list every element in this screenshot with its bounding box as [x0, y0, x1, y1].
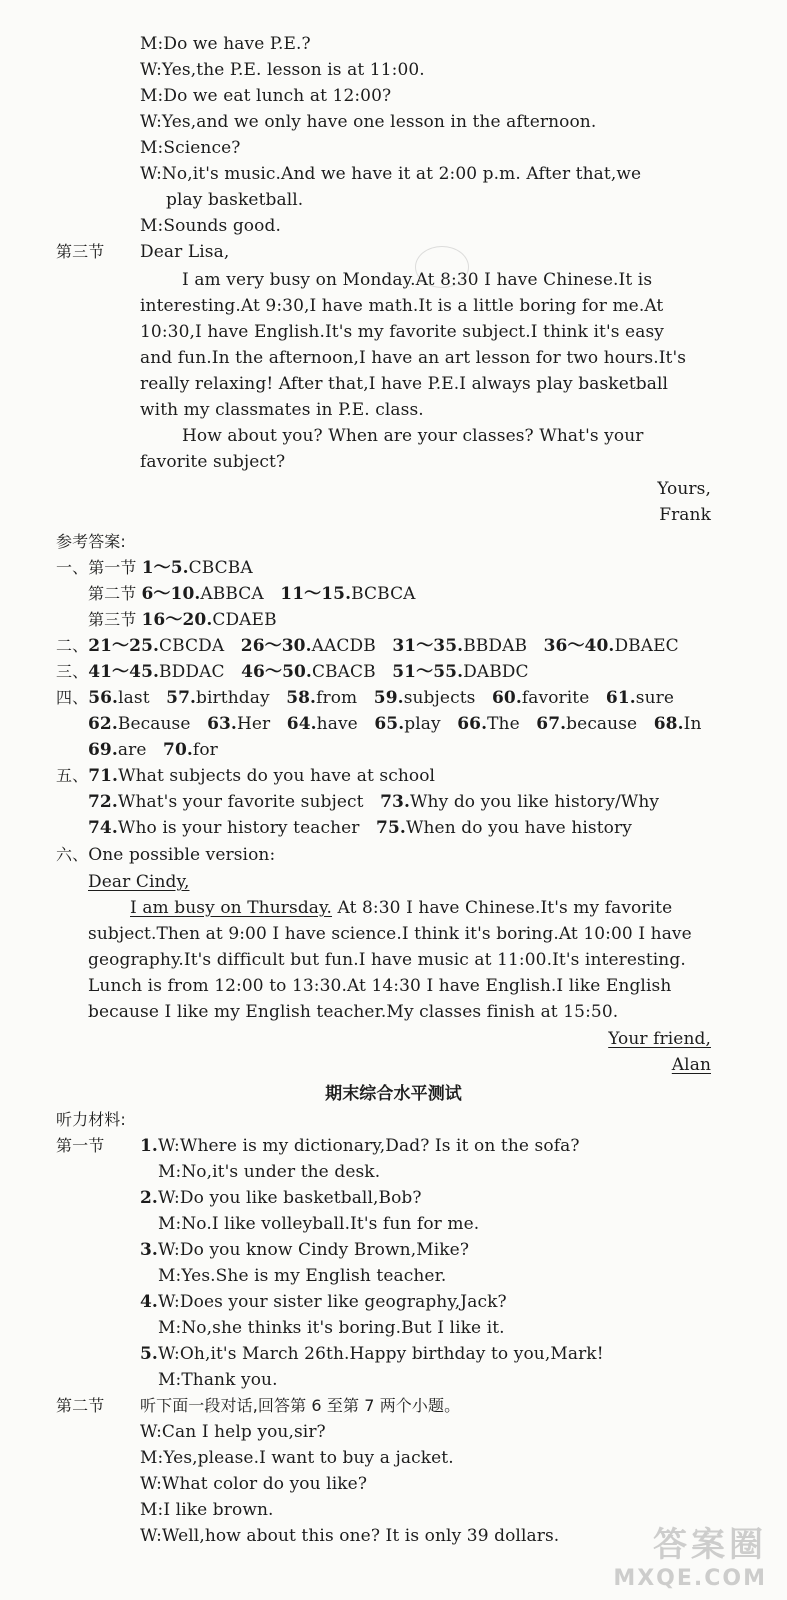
dialog-line: M:I like brown. — [140, 1500, 274, 1520]
dialog-line: M:Do we eat lunch at 12:00? — [140, 86, 392, 106]
answer-row: 二、21～25.CBCDA 26～30.AACDB 31～35.BBDAB 36～40.DBAEC — [56, 636, 679, 656]
dialog-line: W:Yes,and we only have one lesson in the afternoon. — [140, 112, 597, 132]
letter-line: 10:30,I have English.It's my favorite subject.I think it's easy — [140, 322, 664, 342]
letter-line: with my classmates in P.E. class. — [140, 400, 424, 420]
answer-row: 62.Because 63.Her 64.have 65.play 66.The 67.because 68.In — [88, 714, 702, 734]
section-title: 期末综合水平测试 — [325, 1084, 462, 1104]
dialog-line: M:Yes,please.I want to buy a jacket. — [140, 1448, 454, 1468]
letter-signature: Frank — [659, 505, 711, 525]
answer-row: 72.What's your favorite subject 73.Why do you like history/Why — [88, 792, 660, 812]
letter-greeting: Dear Cindy, — [88, 872, 190, 892]
listening-label: 听力材料: — [56, 1110, 126, 1129]
letter-line: because I like my English teacher.My classes finish at 15:50. — [88, 1002, 619, 1022]
answer-row: 第二节 6～10.ABBCA 11～15.BCBCA — [88, 584, 416, 604]
answers-title: 参考答案: — [56, 532, 126, 551]
letter-greeting: Dear Lisa, — [140, 242, 230, 262]
section-label: 第二节 — [56, 1396, 105, 1415]
answer-row: 四、56.last 57.birthday 58.from 59.subjects 60.favorite 61.sure — [56, 688, 675, 708]
letter-line: really relaxing! After that,I have P.E.I always play basketball — [140, 374, 669, 394]
dialog-line: W:Yes,the P.E. lesson is at 11:00. — [140, 60, 425, 80]
dialog-line: M:Sounds good. — [140, 216, 281, 236]
letter-closing: Yours, — [657, 479, 711, 499]
question-line: M:Yes.She is my English teacher. — [158, 1266, 447, 1286]
question-line: 5.W:Oh,it's March 26th.Happy birthday to you,Mark! — [140, 1344, 604, 1364]
question-line: M:No,it's under the desk. — [158, 1162, 381, 1182]
answer-row: 六、One possible version: — [56, 845, 276, 865]
answer-row: 五、71.What subjects do you have at school — [56, 766, 436, 786]
letter-line: and fun.In the afternoon,I have an art lesson for two hours.It's — [140, 348, 687, 368]
letter-line: interesting.At 9:30,I have math.It is a little boring for me.At — [140, 296, 664, 316]
letter-line: How about you? When are your classes? What's your — [182, 426, 644, 446]
section-label: 第三节 — [56, 242, 105, 261]
answer-row: 三、41～45.BDDAC 46～50.CBACB 51～55.DABDC — [56, 662, 529, 682]
site-watermark: 答案圈 MXQE.COM — [613, 1525, 767, 1591]
question-line: 1.W:Where is my dictionary,Dad? Is it on the sofa? — [140, 1136, 580, 1156]
question-line: M:No,she thinks it's boring.But I like it. — [158, 1318, 505, 1338]
question-line: 2.W:Do you like basketball,Bob? — [140, 1188, 422, 1208]
section-instruction: 听下面一段对话,回答第 6 至第 7 两个小题。 — [140, 1396, 461, 1415]
dialog-line: W:Well,how about this one? It is only 39 dollars. — [140, 1526, 560, 1546]
question-line: M:No.I like volleyball.It's fun for me. — [158, 1214, 480, 1234]
dialog-line: play basketball. — [166, 190, 304, 210]
question-line: 4.W:Does your sister like geography,Jack? — [140, 1292, 507, 1312]
dialog-line: W:No,it's music.And we have it at 2:00 p.m. After that,we — [140, 164, 642, 184]
answer-row: 74.Who is your history teacher 75.When do you have history — [88, 818, 632, 838]
dialog-line: M:Science? — [140, 138, 241, 158]
letter-line: I am very busy on Monday.At 8:30 I have Chinese.It is — [182, 270, 653, 290]
answer-row: 第三节 16～20.CDAEB — [88, 610, 277, 630]
dialog-line: M:Do we have P.E.? — [140, 34, 311, 54]
letter-signature: Alan — [671, 1055, 711, 1075]
dialog-line: W:Can I help you,sir? — [140, 1422, 326, 1442]
answer-row: 一、第一节 1～5.CBCBA — [56, 558, 253, 578]
answer-row: 69.are 70.for — [88, 740, 218, 760]
letter-line: geography.It's difficult but fun.I have music at 11:00.It's interesting. — [88, 950, 686, 970]
letter-closing: Your friend, — [608, 1029, 711, 1049]
section-label: 第一节 — [56, 1136, 105, 1155]
letter-line: I am busy on Thursday. At 8:30 I have Chinese.It's my favorite — [130, 898, 673, 918]
letter-line: subject.Then at 9:00 I have science.I think it's boring.At 10:00 I have — [88, 924, 692, 944]
question-line: 3.W:Do you know Cindy Brown,Mike? — [140, 1240, 470, 1260]
question-line: M:Thank you. — [158, 1370, 278, 1390]
letter-line: favorite subject? — [140, 452, 286, 472]
letter-line: Lunch is from 12:00 to 13:30.At 14:30 I have English.I like English — [88, 976, 672, 996]
dialog-line: W:What color do you like? — [140, 1474, 368, 1494]
